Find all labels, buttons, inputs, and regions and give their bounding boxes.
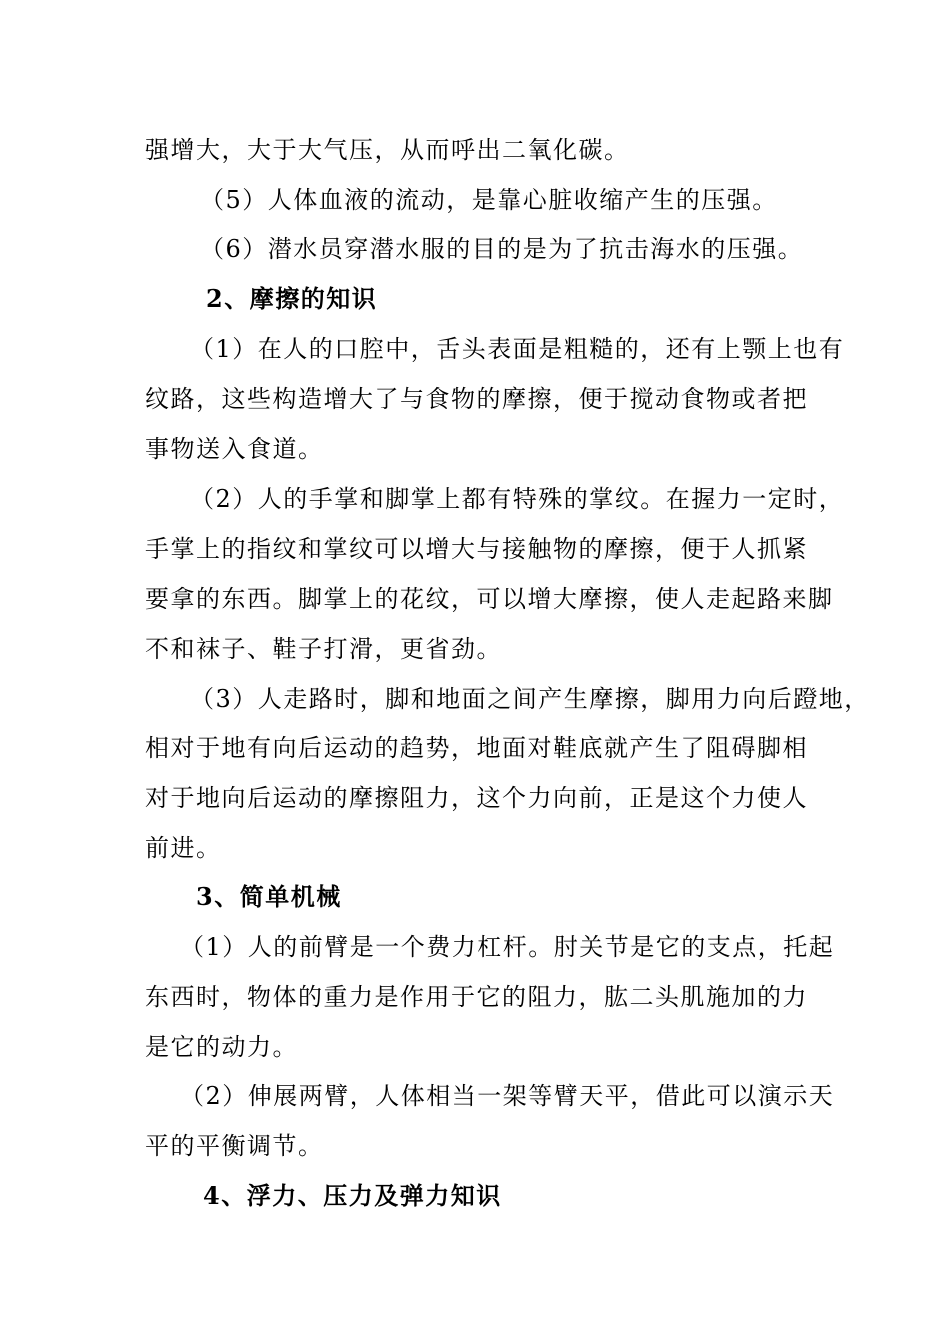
paragraph-line: 对于地向后运动的摩擦阻力，这个力向前，正是这个力使人	[145, 784, 808, 812]
paragraph-line: 东西时，物体的重力是作用于它的阻力，肱二头肌施加的力	[145, 983, 808, 1011]
paragraph-line: 纹路，这些构造增大了与食物的摩擦，便于搅动食物或者把	[145, 385, 808, 413]
paragraph-line: （3）人走路时，脚和地面之间产生摩擦，脚用力向后蹬地，	[190, 685, 870, 713]
paragraph-line: （5）人体血液的流动，是靠心脏收缩产生的压强。	[200, 186, 778, 214]
paragraph-line: （2）伸展两臂，人体相当一架等臂天平，借此可以演示天	[180, 1082, 835, 1110]
paragraph-line: 平的平衡调节。	[145, 1132, 324, 1160]
paragraph-line: 强增大，大于大气压，从而呼出二氧化碳。	[145, 136, 630, 164]
section-heading-buoyancy: 4、浮力、压力及弹力知识	[203, 1181, 502, 1210]
paragraph-line: （6）潜水员穿潜水服的目的是为了抗击海水的压强。	[200, 235, 804, 263]
paragraph-line: 手掌上的指纹和掌纹可以增大与接触物的摩擦，便于人抓紧	[145, 535, 808, 563]
paragraph-line: （1）在人的口腔中，舌头表面是粗糙的，还有上颚上也有	[190, 335, 845, 363]
paragraph-line: （1）人的前臂是一个费力杠杆。肘关节是它的支点，托起	[180, 933, 835, 961]
paragraph-line: 前进。	[145, 834, 222, 862]
paragraph-line: （2）人的手掌和脚掌上都有特殊的掌纹。在握力一定时，	[190, 485, 845, 513]
paragraph-line: 要拿的东西。脚掌上的花纹，可以增大摩擦，使人走起路来脚	[145, 585, 834, 613]
paragraph-line: 是它的动力。	[145, 1033, 298, 1061]
paragraph-line: 不和袜子、鞋子打滑，更省劲。	[145, 635, 502, 663]
paragraph-line: 事物送入食道。	[145, 435, 324, 463]
paragraph-line: 相对于地有向后运动的趋势，地面对鞋底就产生了阻碍脚相	[145, 734, 808, 762]
section-heading-friction: 2、摩擦的知识	[206, 284, 378, 313]
section-heading-simple-machines: 3、简单机械	[196, 882, 342, 911]
